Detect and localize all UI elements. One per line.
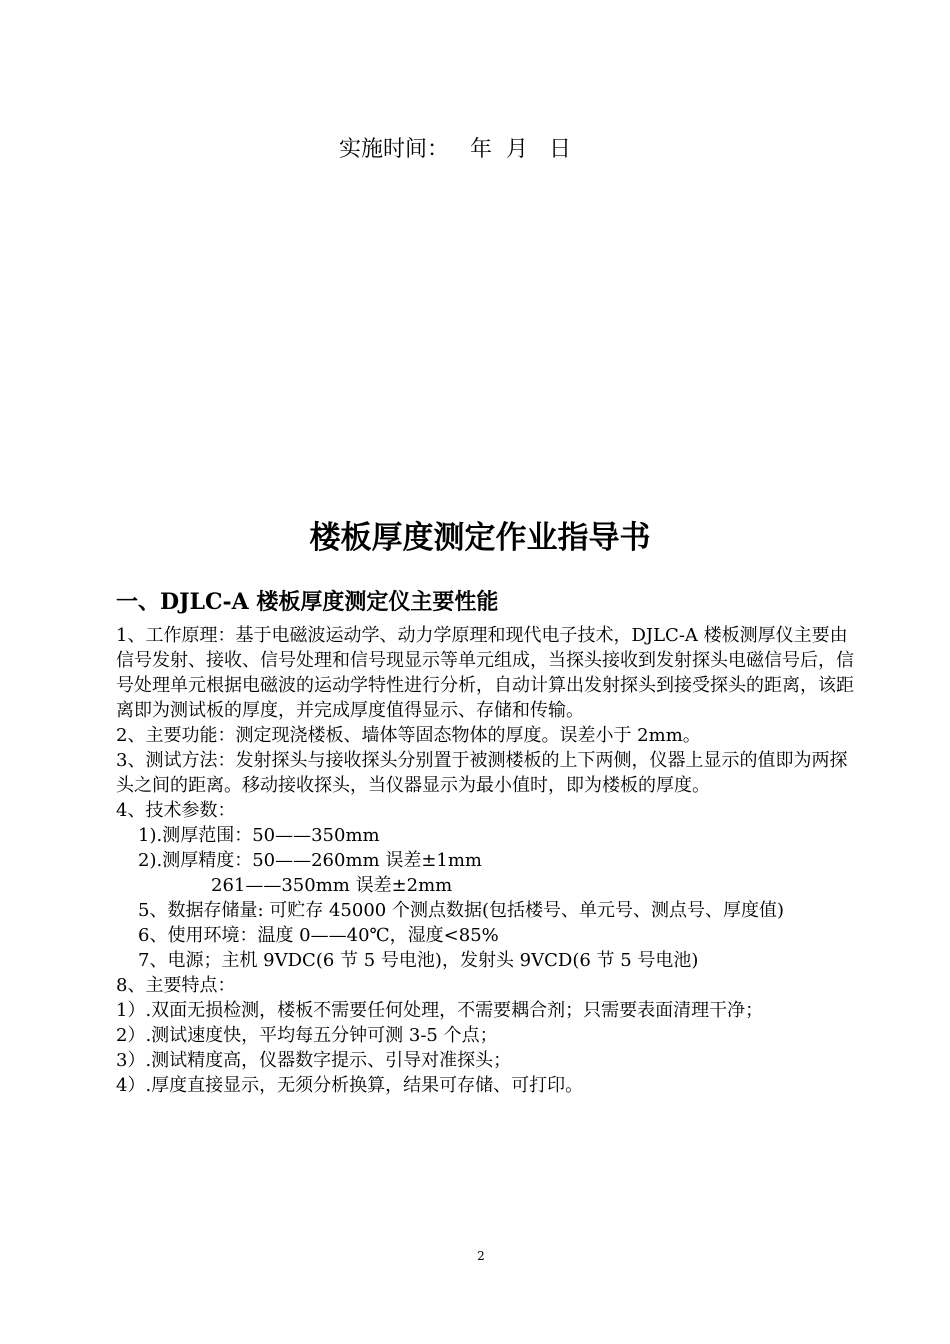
implementation-time: 实施时间： 年 月 日 <box>339 137 571 162</box>
feature-item-1: 1）.双面无损检测，楼板不需要任何处理，不需要耦合剂；只需要表面清理干净； <box>116 1000 764 1021</box>
param-thickness-range: 1).测厚范围：50——350mm <box>138 825 380 846</box>
paragraph-main-features: 8、主要特点： <box>116 975 236 996</box>
paragraph-test-method: 3、测试方法：发射探头与接收探头分别置于被测楼板的上下两侧，仪器上显示的值即为两探头之间的距离。移动接收探头，当仪器显示为最小值时，即为楼板的厚度。 <box>116 750 848 796</box>
param-thickness-accuracy-2: 261——350mm 误差±2mm <box>211 875 453 896</box>
paragraph-working-principle: 1、工作原理：基于电磁波运动学、动力学原理和现代电子技术，DJLC-A 楼板测厚仪主要由信号发射、接收、信号处理和信号现显示等单元组成，当探头接收到发射探头电磁信号后，信号处理单元根据电磁波的运动学特性进行分析，自动计算出发射探头到接受探头的距离，该距离即为测试板的厚度，并完成厚度值得显示、存储和传输。 <box>116 625 854 721</box>
page-number: 2 <box>477 1249 485 1263</box>
section-heading: 一、DJLC-A 楼板厚度测定仪主要性能 <box>116 589 499 615</box>
document-title: 楼板厚度测定作业指导书 <box>309 520 651 556</box>
paragraph-tech-params: 4、技术参数： <box>116 800 236 821</box>
paragraph-data-storage: 5、数据存储量: 可贮存 45000 个测点数据(包括楼号、单元号、测点号、厚度值) <box>138 900 784 921</box>
feature-item-2: 2）.测试速度快，平均每五分钟可测 3-5 个点； <box>116 1025 498 1046</box>
feature-item-4: 4）.厚度直接显示，无须分析换算，结果可存储、可打印。 <box>116 1075 584 1096</box>
paragraph-main-function: 2、主要功能：测定现浇楼板、墙体等固态物体的厚度。误差小于 2mm。 <box>116 725 701 746</box>
param-thickness-accuracy: 2).测厚精度：50——260mm 误差±1mm <box>138 850 482 871</box>
document-body <box>116 623 856 1098</box>
paragraph-power: 7、电源；主机 9VDC(6 节 5 号电池)，发射头 9VCD(6 节 5 号电池) <box>138 950 699 971</box>
feature-item-3: 3）.测试精度高，仪器数字提示、引导对准探头； <box>116 1050 512 1071</box>
paragraph-environment: 6、使用环境：温度 0——40℃，湿度<85% <box>138 925 499 946</box>
